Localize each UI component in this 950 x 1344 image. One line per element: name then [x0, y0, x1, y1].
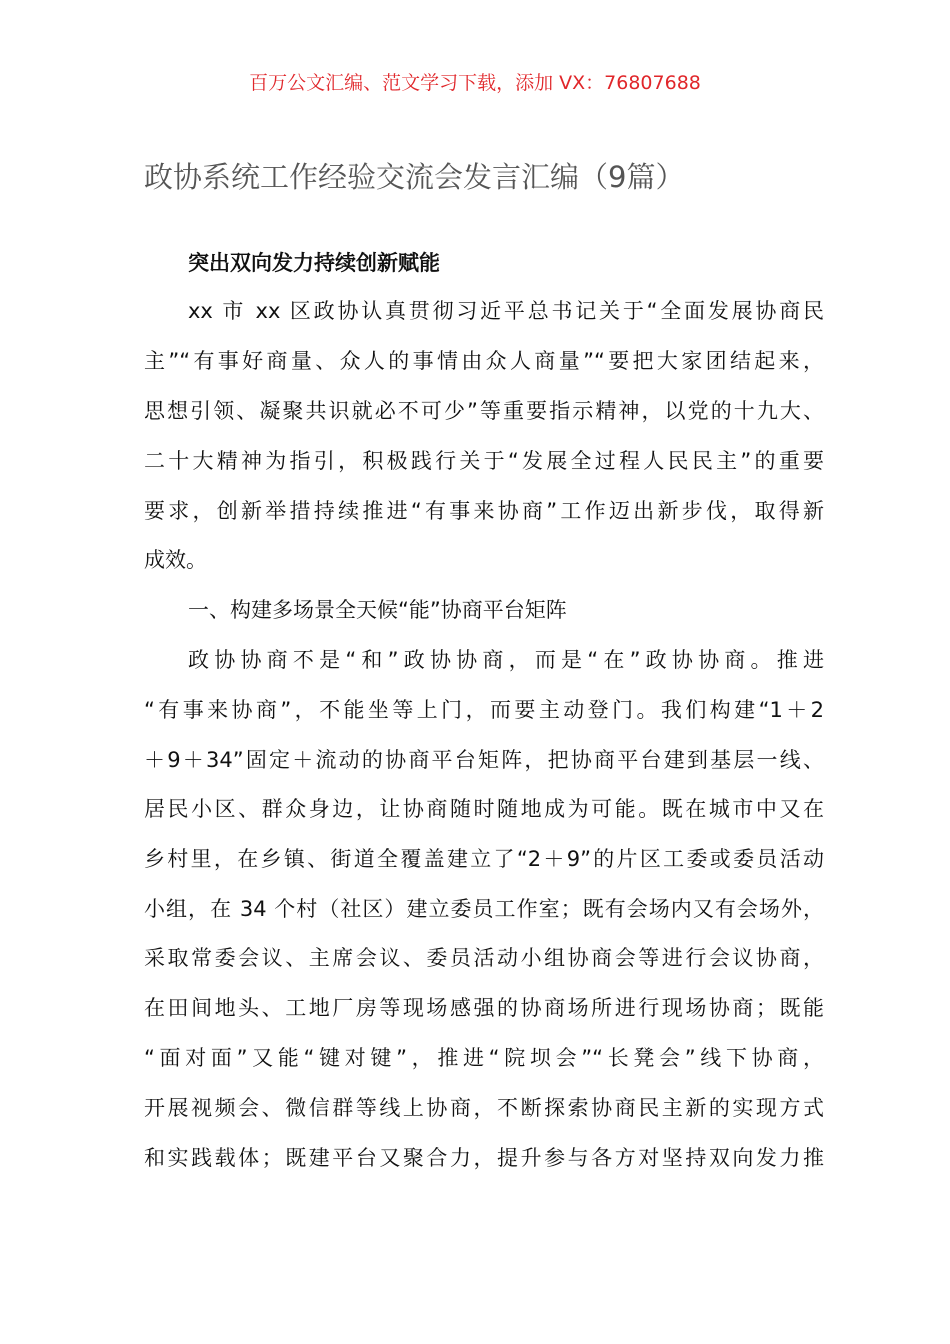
body-line: 和实践载体；既建平台又聚合力，提升参与各方对坚持双向发力推 [144, 1146, 824, 1170]
body-line: 居民小区、群众身边，让协商随时随地成为可能。既在城市中又在 [144, 797, 824, 821]
body-line: 要求，创新举措持续推进“有事来协商”工作迈出新步伐，取得新 [144, 499, 824, 523]
document-title: 政协系统工作经验交流会发言汇编（9篇） [144, 160, 685, 194]
body-line: “有事来协商”，不能坐等上门，而要主动登门。我们构建“1＋2 [144, 698, 824, 722]
watermark-banner: 百万公文汇编、范文学习下载，添加 VX：76807688 [249, 72, 701, 94]
body-line: 采取常委会议、主席会议、委员活动小组协商会等进行会议协商， [144, 946, 824, 970]
section-heading: 突出双向发力持续创新赋能 [188, 251, 440, 275]
body-line: 政协协商不是“和”政协协商，而是“在”政协协商。推进 [188, 648, 824, 672]
subheading: 一、构建多场景全天候“能”协商平台矩阵 [188, 598, 567, 622]
body-line: “面对面”又能“键对键”，推进“院坝会”“长凳会”线下协商， [144, 1046, 824, 1070]
body-line: xx 市 xx 区政协认真贯彻习近平总书记关于“全面发展协商民 [188, 299, 824, 323]
body-line: 在田间地头、工地厂房等现场感强的协商场所进行现场协商；既能 [144, 996, 824, 1020]
body-line: ＋9＋34”固定＋流动的协商平台矩阵，把协商平台建到基层一线、 [144, 748, 824, 772]
body-line: 开展视频会、微信群等线上协商，不断探索协商民主新的实现方式 [144, 1096, 824, 1120]
body-line: 二十大精神为指引，积极践行关于“发展全过程人民民主”的重要 [144, 449, 824, 473]
body-line: 主”“有事好商量、众人的事情由众人商量”“要把大家团结起来， [144, 349, 824, 373]
body-line: 成效。 [144, 548, 207, 572]
body-line: 小组，在 34 个村（社区）建立委员工作室；既有会场内又有会场外， [144, 897, 824, 921]
body-line: 思想引领、凝聚共识就必不可少”等重要指示精神，以党的十九大、 [144, 399, 824, 423]
body-line: 乡村里，在乡镇、街道全覆盖建立了“2＋9”的片区工委或委员活动 [144, 847, 824, 871]
